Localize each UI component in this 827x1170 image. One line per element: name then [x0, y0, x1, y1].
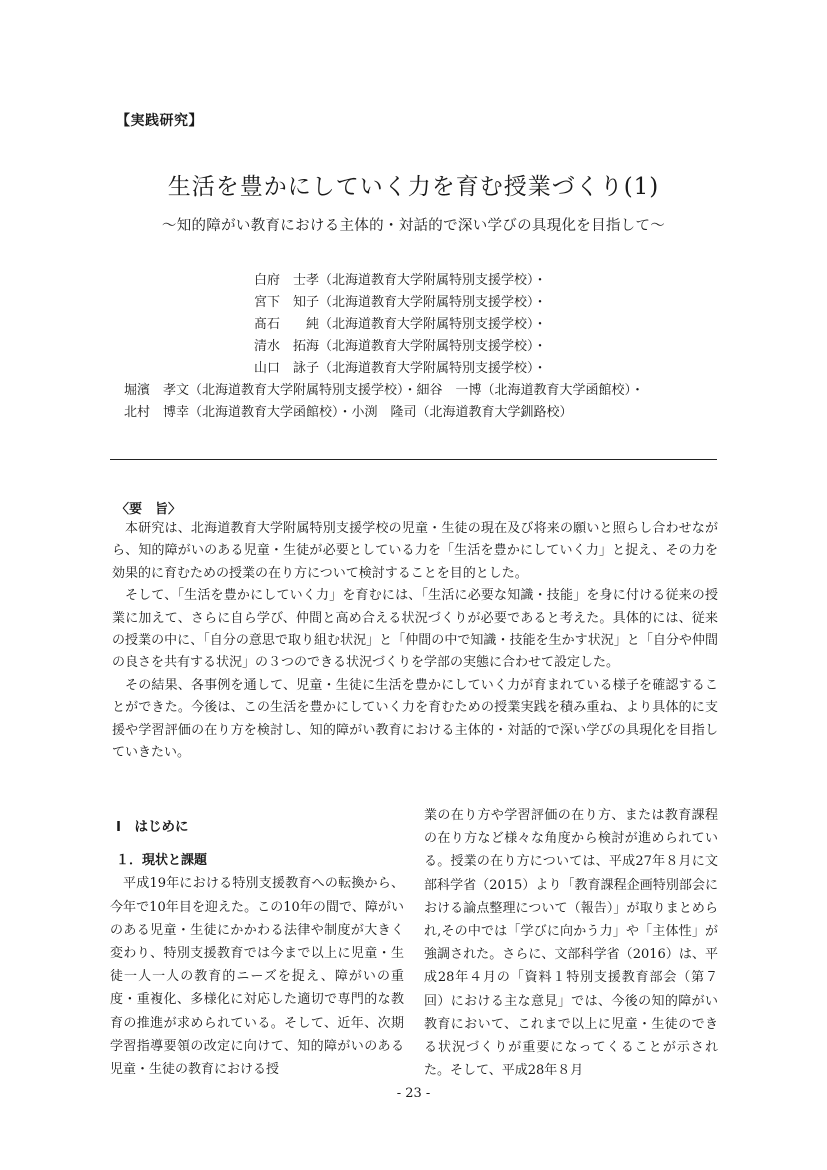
body-column-left	[110, 810, 404, 1081]
article-subtitle: ～知的障がい教育における主体的・対話的で深い学びの具現化を目指して～	[161, 218, 666, 234]
author-line: 山口 詠子（北海道教育大学附属特別支援学校）・	[254, 361, 547, 376]
author-line: 北村 博幸（北海道教育大学函館校）・小渕 隆司（北海道教育大学釧路校）	[124, 405, 573, 420]
author-line: 髙石 純（北海道教育大学附属特別支援学校）・	[254, 317, 547, 332]
page-number: - 23 -	[396, 1086, 431, 1101]
abstract-paragraph: そして、「生活を豊かにしていく力」を育むには、「生活に必要な知識・技能」を身に付ける従来の授業に加えて、さらに自ら学び、仲間と高め合える状況づくりが必要であると考えた。具体的には、従来の授業の中に、「自分の意思で取り組む状況」と「仲間の中で知識・技能を生かす状況」と「自分や仲間の良さを共有する状況」の３つのできる状況づくりを学部の実態に合わせて設定した。	[112, 588, 718, 671]
abstract-body	[112, 518, 718, 764]
subsection-heading: １．現状と課題	[116, 853, 208, 869]
section-heading: Ⅰ はじめに	[116, 819, 189, 835]
abstract-paragraph: 本研究は、北海道教育大学附属特別支援学校の児童・生徒の現在及び将来の願いと照らし合わせながら、知的障がいのある児童・生徒が必要としている力を「生活を豊かにしていく力」と捉え、その力を効果的に育むための授業の在り方について検討することを目的とした。	[112, 521, 718, 581]
body-column-right	[424, 804, 718, 1082]
body-paragraph: 平成19年における特別支援教育への転換から、今年で10年目を迎えた。この10年の間で、障がいのある児童・生徒にかかわる法律や制度が大きく変わり、特別支援教育では今まで以上に児童・生徒一人一人の教育的ニーズを捉え、障がいの重度・重複化、多様化に対応した適切で専門的な教育の推進が求められている。そして、近年、次期学習指導要領の改定に向けて、知的障がいのある児童・生徒の教育における授	[110, 876, 404, 1078]
author-list	[0, 270, 827, 424]
body-paragraph: 業の在り方や学習評価の在り方、または教育課程の在り方など様々な角度から検討が進められている。授業の在り方については、平成27年８月に文部科学省（2015）より「教育課程企画特別部会における論点整理について（報告）」が取りまとめられ,その中では「学びに向かう力」や「主体性」が強調された。さらに、文部科学省（2016）は、平成28年４月の「資料１特別支援教育部会（第７回）における主な意見」では、今後の知的障がい教育において、これまで以上に児童・生徒のできる状況づくりが重要になってくることが示された。そして、平成28年８月	[424, 808, 718, 1079]
abstract-paragraph: その結果、各事例を通して、児童・生徒に生活を豊かにしていく力が育まれている様子を確認することができた。今後は、この生活を豊かにしていく力を育むための授業実践を積み重ね、より具体的に支援や学習評価の在り方を検討し、知的障がい教育における主体的・対話的で深い学びの具現化を目指していきたい。	[112, 677, 718, 761]
article-type-label: 【実践研究】	[116, 113, 203, 129]
abstract-heading: 〈要 旨〉	[116, 502, 182, 517]
article-title: 生活を豊かにしていく力を育む授業づくり(1)	[167, 174, 660, 200]
author-line: 堀濱 孝文（北海道教育大学附属特別支援学校）・細谷 一博（北海道教育大学函館校）・	[124, 383, 645, 398]
author-line: 清水 拓海（北海道教育大学附属特別支援学校）・	[254, 339, 547, 354]
author-line: 白府 士孝（北海道教育大学附属特別支援学校）・	[254, 273, 547, 288]
header-divider	[110, 459, 717, 460]
author-line: 宮下 知子（北海道教育大学附属特別支援学校）・	[254, 295, 547, 310]
